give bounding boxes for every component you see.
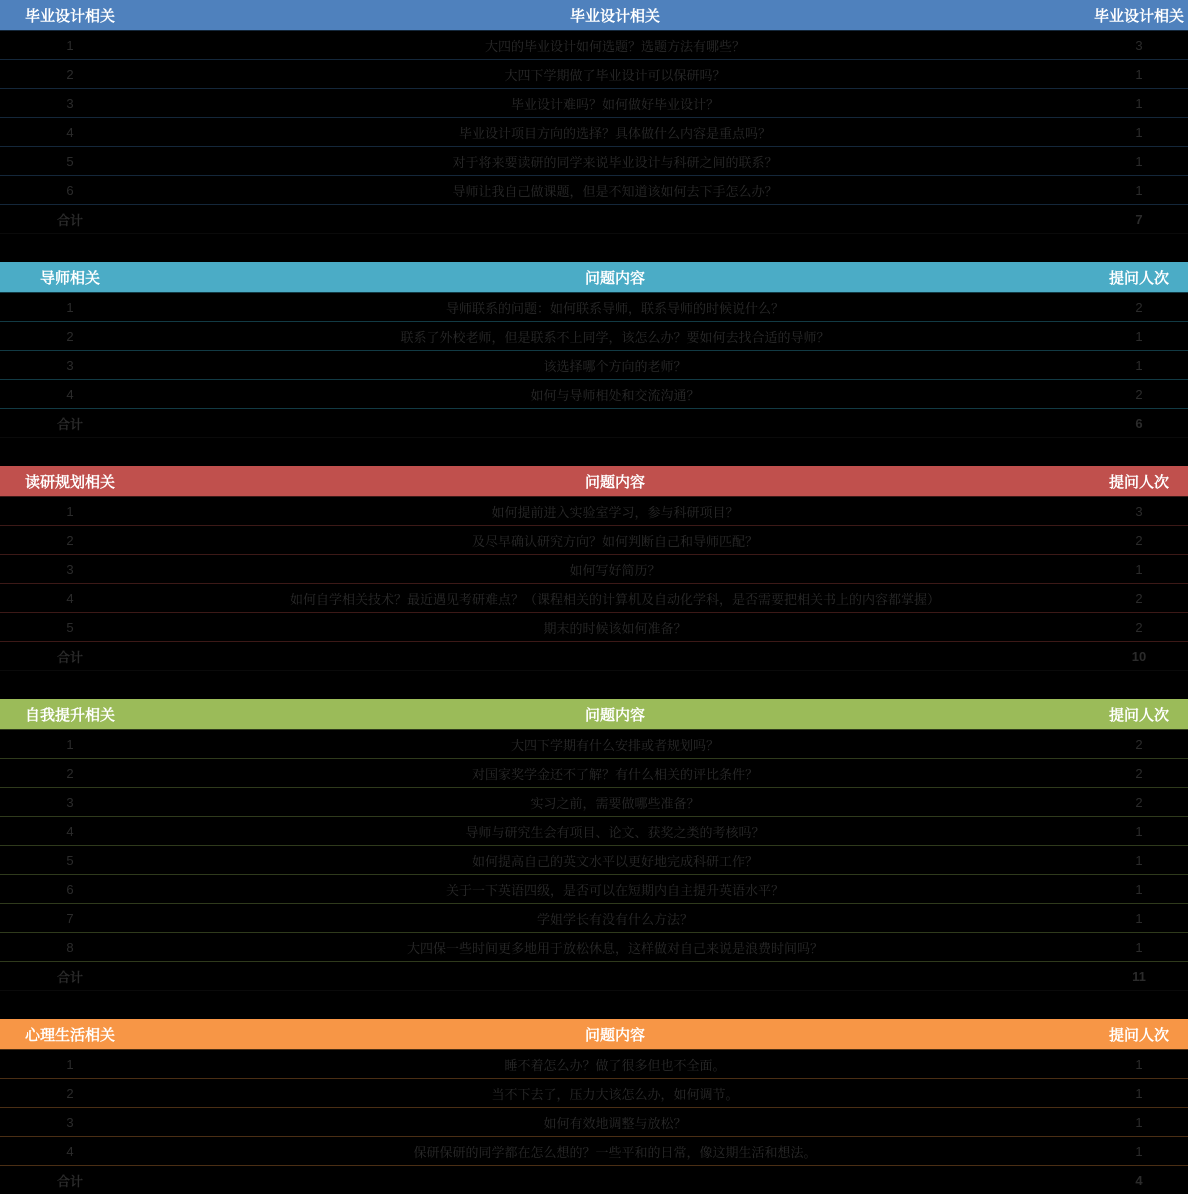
spacer-cell [140,437,1090,466]
row-question: 大四保一些时间更多地用于放松休息，这样做对自己来说是浪费时间吗？ [140,932,1090,961]
table-row[interactable] [0,612,1188,641]
row-count: 2 [1090,787,1188,816]
row-count: 1 [1090,1049,1188,1078]
row-question: 学姐学长有没有什么方法？ [140,903,1090,932]
spacer-cell [0,233,140,262]
total-count: 10 [1090,641,1188,670]
section-spacer [0,670,1188,699]
row-index: 3 [0,88,140,117]
row-index: 6 [0,874,140,903]
section-header-research_plan [0,466,1188,496]
row-count: 2 [1090,379,1188,408]
total-count: 6 [1090,408,1188,437]
section-title-research_plan: 读研规划相关 [24,473,115,491]
row-count: 2 [1090,729,1188,758]
column-header-count-graduation: 毕业设计相关 [1093,7,1184,25]
row-count: 1 [1090,88,1188,117]
spacer-cell [0,437,140,466]
row-index: 3 [0,1107,140,1136]
column-header-question-self_improvement: 问题内容 [584,706,645,724]
row-count: 2 [1090,612,1188,641]
section-spacer [0,437,1188,466]
total-label: 合计 [0,1165,140,1194]
row-count: 1 [1090,845,1188,874]
total-row [0,204,1188,233]
row-count: 1 [1090,175,1188,204]
total-label: 合计 [0,641,140,670]
row-count: 1 [1090,117,1188,146]
spacer-cell [1090,990,1188,1019]
table-row[interactable] [0,932,1188,961]
spacer-cell [1090,233,1188,262]
row-index: 2 [0,1078,140,1107]
total-row [0,641,1188,670]
row-index: 6 [0,175,140,204]
row-count: 1 [1090,1078,1188,1107]
table-row[interactable] [0,787,1188,816]
row-index: 4 [0,583,140,612]
row-question: 期末的时候该如何准备？ [140,612,1090,641]
spacer-cell [0,990,140,1019]
row-count: 3 [1090,30,1188,59]
row-question: 毕业设计难吗？如何做好毕业设计？ [140,88,1090,117]
total-count: 7 [1090,204,1188,233]
column-header-question-advisor: 问题内容 [584,269,645,287]
row-count: 1 [1090,1136,1188,1165]
row-question: 保研保研的同学都在怎么想的？一些平和的日常，像这期生活和想法。 [140,1136,1090,1165]
table-row[interactable] [0,146,1188,175]
total-count: 11 [1090,961,1188,990]
table-row[interactable] [0,117,1188,146]
row-question: 联系了外校老师，但是联系不上同学，该怎么办？要如何去找合适的导师？ [140,321,1090,350]
table-row[interactable] [0,758,1188,787]
column-header-question-graduation: 毕业设计相关 [569,7,660,25]
total-spacer [140,204,1090,233]
row-index: 2 [0,525,140,554]
row-question: 大四下学期做了毕业设计可以保研吗？ [140,59,1090,88]
column-header-count-research_plan: 提问人次 [1108,473,1169,491]
total-spacer [140,641,1090,670]
row-index: 2 [0,758,140,787]
table-row[interactable] [0,59,1188,88]
row-question: 如何有效地调整与放松？ [140,1107,1090,1136]
row-question: 如何与导师相处和交流沟通？ [140,379,1090,408]
row-index: 5 [0,612,140,641]
section-header-psychology [0,1019,1188,1049]
row-index: 4 [0,816,140,845]
table-row[interactable] [0,88,1188,117]
section-title-psychology: 心理生活相关 [24,1026,115,1044]
total-spacer [140,1165,1090,1194]
row-count: 1 [1090,874,1188,903]
section-title-graduation: 毕业设计相关 [24,7,115,25]
row-count: 3 [1090,496,1188,525]
table-row[interactable] [0,583,1188,612]
row-count: 2 [1090,583,1188,612]
spacer-cell [0,670,140,699]
spacer-cell [1090,437,1188,466]
column-header-count-self_improvement: 提问人次 [1108,706,1169,724]
row-index: 1 [0,30,140,59]
section-spacer [0,233,1188,262]
row-question: 对国家奖学金还不了解？有什么相关的评比条件？ [140,758,1090,787]
table-row[interactable] [0,903,1188,932]
column-header-question-psychology: 问题内容 [584,1026,645,1044]
table-row[interactable] [0,1078,1188,1107]
row-count: 1 [1090,350,1188,379]
table-row[interactable] [0,525,1188,554]
row-index: 2 [0,321,140,350]
table-row[interactable] [0,30,1188,59]
table-row[interactable] [0,1049,1188,1078]
table-row[interactable] [0,321,1188,350]
total-spacer [140,408,1090,437]
table-row[interactable] [0,729,1188,758]
spacer-cell [140,233,1090,262]
row-count: 1 [1090,816,1188,845]
table-row[interactable] [0,379,1188,408]
row-count: 1 [1090,903,1188,932]
row-question: 如何写好简历？ [140,554,1090,583]
row-question: 对于将来要读研的同学来说毕业设计与科研之间的联系？ [140,146,1090,175]
row-question: 该选择哪个方向的老师？ [140,350,1090,379]
spacer-cell [1090,670,1188,699]
row-question: 实习之前，需要做哪些准备？ [140,787,1090,816]
row-question: 如何提前进入实验室学习，参与科研项目？ [140,496,1090,525]
row-index: 7 [0,903,140,932]
section-title-advisor: 导师相关 [39,269,100,287]
section-header-advisor [0,262,1188,292]
column-header-count-psychology: 提问人次 [1108,1026,1169,1044]
table-row[interactable] [0,1136,1188,1165]
row-index: 4 [0,379,140,408]
row-index: 2 [0,59,140,88]
row-index: 5 [0,845,140,874]
spacer-cell [140,990,1090,1019]
section-header-graduation [0,0,1188,30]
row-count: 1 [1090,554,1188,583]
row-question: 大四下学期有什么安排或者规划吗？ [140,729,1090,758]
total-row [0,1165,1188,1194]
row-index: 5 [0,146,140,175]
table-row[interactable] [0,175,1188,204]
spacer-cell [140,670,1090,699]
column-header-question-research_plan: 问题内容 [584,473,645,491]
row-question: 大四的毕业设计如何选题？选题方法有哪些？ [140,30,1090,59]
total-label: 合计 [0,961,140,990]
section-header-self_improvement [0,699,1188,729]
total-label: 合计 [0,408,140,437]
row-question: 导师联系的问题：如何联系导师，联系导师的时候说什么？ [140,292,1090,321]
row-question: 导师与研究生会有项目、论文、获奖之类的考核吗？ [140,816,1090,845]
total-count: 4 [1090,1165,1188,1194]
row-question: 导师让我自己做课题，但是不知道该如何去下手怎么办？ [140,175,1090,204]
row-question: 及尽早确认研究方向？如何判断自己和导师匹配？ [140,525,1090,554]
column-header-count-advisor: 提问人次 [1108,269,1169,287]
row-question: 如何自学相关技术？最近遇见考研难点？（课程相关的计算机及自动化学科，是否需要把相关书上的内容都掌握） [140,583,1090,612]
row-index: 4 [0,1136,140,1165]
row-index: 8 [0,932,140,961]
section-spacer [0,990,1188,1019]
row-index: 1 [0,292,140,321]
table-row[interactable] [0,816,1188,845]
row-index: 1 [0,729,140,758]
row-question: 睡不着怎么办？做了很多但也不全面。 [140,1049,1090,1078]
table-row[interactable] [0,292,1188,321]
table-row[interactable] [0,496,1188,525]
row-count: 1 [1090,932,1188,961]
table-row[interactable] [0,350,1188,379]
row-index: 3 [0,787,140,816]
row-index: 1 [0,1049,140,1078]
row-question: 毕业设计项目方向的选择？具体做什么内容是重点吗？ [140,117,1090,146]
table-row[interactable] [0,845,1188,874]
table-row[interactable] [0,554,1188,583]
row-count: 1 [1090,321,1188,350]
total-spacer [140,961,1090,990]
row-question: 如何提高自己的英文水平以更好地完成科研工作？ [140,845,1090,874]
row-count: 2 [1090,758,1188,787]
row-question: 关于一下英语四级，是否可以在短期内自主提升英语水平？ [140,874,1090,903]
table-row[interactable] [0,1107,1188,1136]
row-index: 3 [0,350,140,379]
row-count: 1 [1090,59,1188,88]
total-row [0,408,1188,437]
row-question: 当不下去了，压力大该怎么办，如何调节。 [140,1078,1090,1107]
row-count: 2 [1090,292,1188,321]
total-label: 合计 [0,204,140,233]
row-index: 1 [0,496,140,525]
row-index: 4 [0,117,140,146]
row-count: 2 [1090,525,1188,554]
row-index: 3 [0,554,140,583]
table-row[interactable] [0,874,1188,903]
section-title-self_improvement: 自我提升相关 [24,706,115,724]
row-count: 1 [1090,146,1188,175]
total-row [0,961,1188,990]
row-count: 1 [1090,1107,1188,1136]
